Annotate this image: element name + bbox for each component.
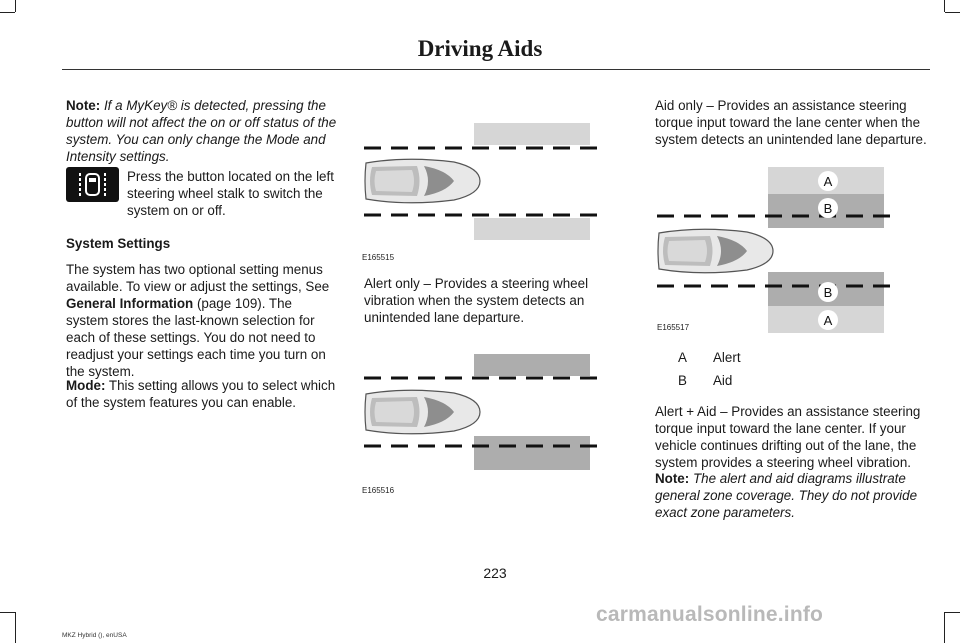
- note-text-2: The alert and aid diagrams illustrate general zone coverage. They do not provide exact zone parameters.: [655, 471, 918, 520]
- car-icon: [365, 159, 480, 203]
- mode-paragraph: [66, 377, 338, 411]
- lane-diagram-figure-2: [362, 352, 606, 497]
- alert-only-paragraph: Alert only – Provides a steering wheel vibration when the system detects an unintended lane departure.: [364, 276, 589, 325]
- zone-shade: [474, 123, 590, 145]
- general-information-link[interactable]: General Information: [66, 296, 194, 311]
- lane-diagram-figure-3: [655, 167, 901, 335]
- settings-paragraph: [66, 261, 338, 380]
- header-rule: [62, 69, 930, 70]
- crop-mark: [15, 0, 16, 12]
- legend-key-b: B: [678, 373, 687, 388]
- callout-a-bottom-label: A: [823, 313, 833, 328]
- zone-shade: [474, 354, 590, 376]
- lane-diagram-figure-1: [362, 120, 606, 265]
- crop-mark: [944, 0, 945, 12]
- note-paragraph: [66, 97, 338, 165]
- crop-mark: [0, 612, 15, 613]
- page-number: 223: [483, 565, 507, 581]
- callout-a-top-label: A: [823, 174, 833, 189]
- callout-b-bottom-label: B: [823, 285, 833, 300]
- crop-mark: [945, 12, 960, 13]
- crop-mark: [0, 12, 15, 13]
- crop-mark: [944, 612, 945, 643]
- legend-value-b: Aid: [713, 373, 733, 388]
- crop-mark: [945, 612, 960, 613]
- car-icon: [658, 229, 773, 273]
- note-label: Note:: [66, 98, 101, 113]
- watermark: carmanualsonline.info: [596, 603, 824, 626]
- car-icon: [365, 390, 480, 434]
- legend-value-a: Alert: [713, 350, 741, 365]
- note-text: If a MyKey® is detected, pressing the button will not affect the on or off status of the system. You can only change the Mode and Intensity settings.: [66, 98, 337, 164]
- crop-mark: [15, 612, 16, 643]
- note-label-2: Note:: [655, 471, 690, 486]
- figure-code-1: E165515: [362, 253, 395, 262]
- mode-label: Mode:: [66, 378, 106, 393]
- note-paragraph-2: [655, 470, 927, 521]
- alert-aid-paragraph: Alert + Aid – Provides an assistance steering torque input toward the lane center. If your vehicle continues drifting out of the lane, the system provides a steering wheel vibration.: [655, 404, 921, 470]
- legend-key-a: A: [678, 350, 687, 365]
- figure-code-3: E165517: [657, 323, 690, 332]
- footer-doc-id: MKZ Hybrid (), enUSA: [62, 632, 127, 639]
- callout-b-top-label: B: [823, 201, 833, 216]
- settings-text-2: (page 109). The system stores the last-known selection for each of these settings. You do not need to readjust your settings each time you turn on the system.: [66, 296, 326, 379]
- page-title: Driving Aids: [417, 36, 543, 61]
- lane-keeping-button-icon: [66, 167, 119, 202]
- zone-shade: [474, 436, 590, 470]
- aid-only-paragraph: Aid only – Provides an assistance steering torque input toward the lane center when the system detects an unintended lane departure.: [655, 98, 927, 147]
- button-instruction: Press the button located on the left steering wheel stalk to switch the system on or off.: [127, 169, 334, 218]
- zone-shade: [474, 218, 590, 240]
- figure-code-2: E165516: [362, 486, 395, 495]
- settings-text-1: The system has two optional setting menus available. To view or adjust the settings, See: [66, 262, 330, 294]
- mode-text: This setting allows you to select which of the system features you can enable.: [66, 378, 336, 410]
- system-settings-heading: System Settings: [66, 236, 171, 251]
